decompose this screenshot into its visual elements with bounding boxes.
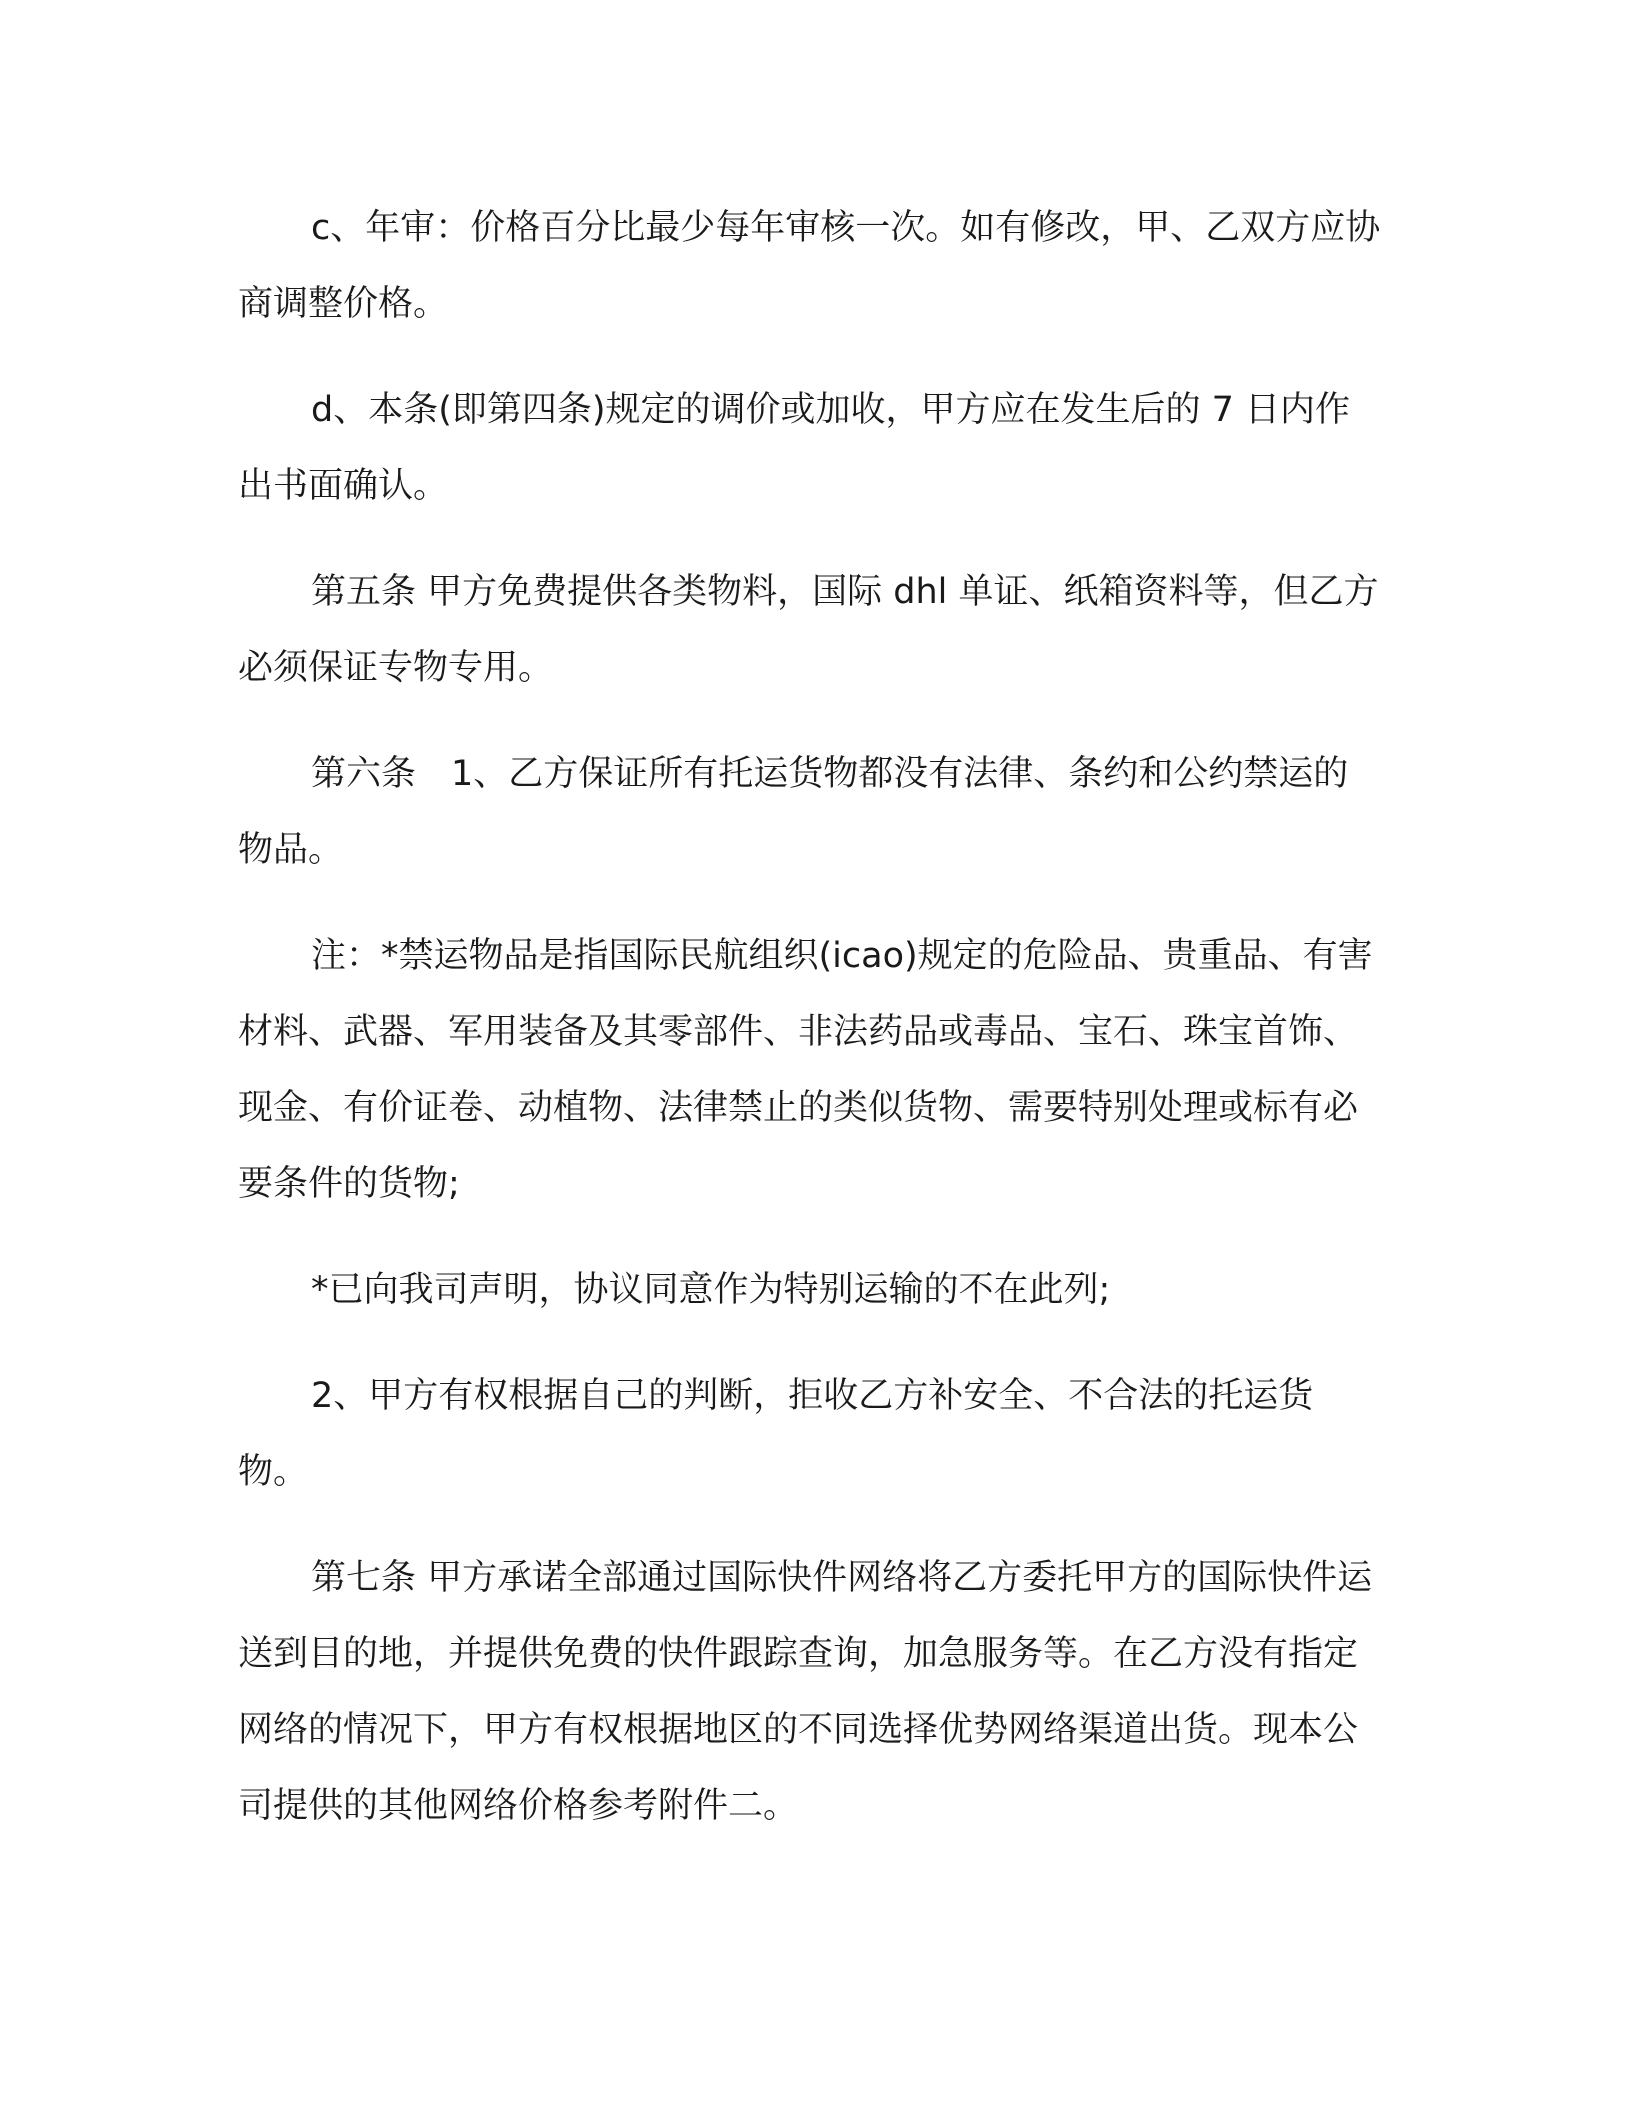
paragraph-prohibited-items-note: 注：*禁运物品是指国际民航组织(icao)规定的危险品、贵重品、有害材料、武器、军用装备及其零部件、非法药品或毒品、宝石、珠宝首饰、现金、有价证卷、动植物、法律禁止的类似货物、需要特别处理或标有必要条件的货物; bbox=[238, 936, 1373, 1204]
paragraph-article-5: 第五条 甲方免费提供各类物料，国际 dhl 单证、纸箱资料等，但乙方必须保证专物专用。 bbox=[238, 572, 1379, 688]
paragraph-refusal-right: 2、甲方有权根据自己的判断，拒收乙方补安全、不合法的托运货物。 bbox=[238, 1376, 1314, 1492]
paragraph-exception-note: *已向我司声明，协议同意作为特别运输的不在此列; bbox=[311, 1270, 1111, 1310]
document-body bbox=[238, 190, 1383, 1874]
paragraph-article-6: 第六条 1、乙方保证所有托运货物都没有法律、条约和公约禁运的物品。 bbox=[238, 754, 1349, 870]
paragraph-annual-review: c、年审：价格百分比最少每年审核一次。如有修改，甲、乙双方应协商调整价格。 bbox=[238, 208, 1381, 324]
paragraph-article-7: 第七条 甲方承诺全部通过国际快件网络将乙方委托甲方的国际快件运送到目的地，并提供免费的快件跟踪查询，加急服务等。在乙方没有指定网络的情况下，甲方有权根据地区的不同选择优势网络渠道出货。现本公司提供的其他网络价格参考附件二。 bbox=[238, 1558, 1373, 1826]
paragraph-price-adjustment: d、本条(即第四条)规定的调价或加收，甲方应在发生后的 7 日内作出书面确认。 bbox=[238, 390, 1351, 506]
